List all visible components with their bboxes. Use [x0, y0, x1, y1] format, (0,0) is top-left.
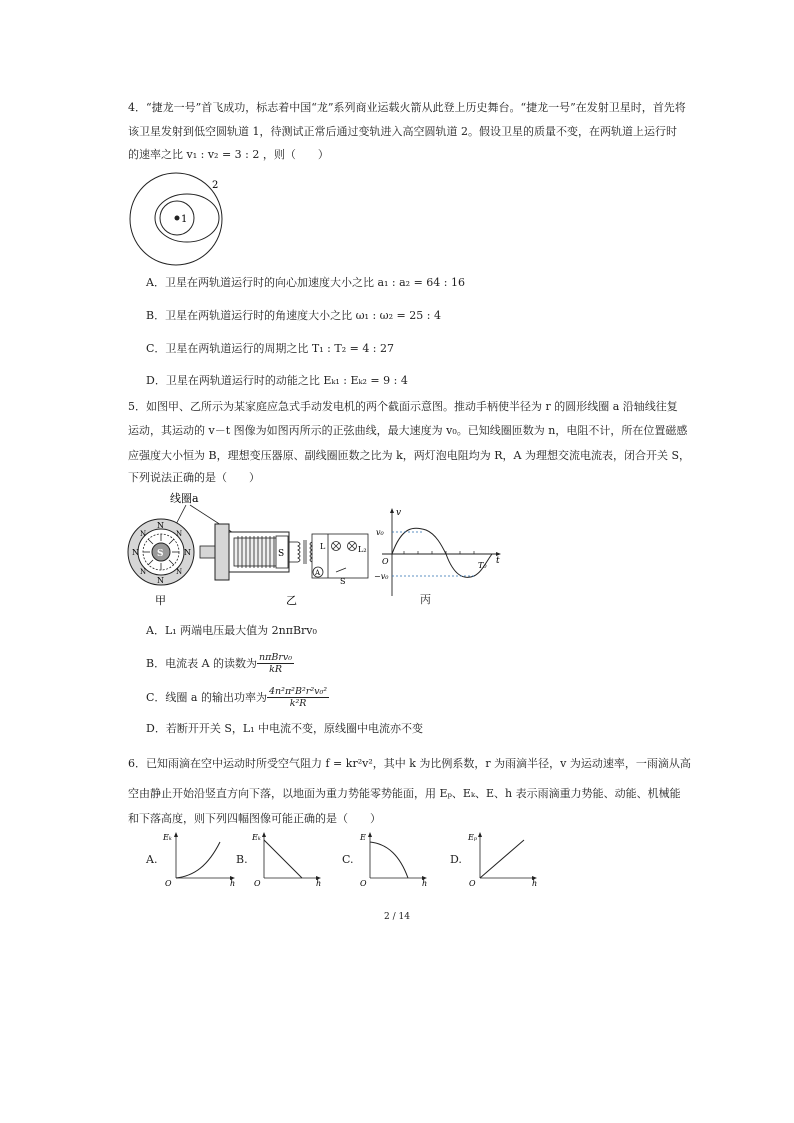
svg-text:h: h [422, 879, 428, 888]
svg-text:O: O [360, 879, 367, 888]
svg-text:O: O [469, 879, 476, 888]
svg-text:h: h [532, 879, 538, 888]
svg-text:N: N [176, 568, 183, 576]
q5-option-a: A．L₁ 两端电压最大值为 2nπBrv₀ [146, 624, 317, 637]
q6-graph-c-curve [370, 842, 408, 878]
q4-line-1: 4．“捷龙一号”首飞成功，标志着中国“龙”系列商业运载火箭从此登上历史舞台。“捷龙一号”在发射卫星时，首先将 [128, 101, 686, 114]
q4-option-d: D．卫星在两轨道运行时的动能之比 Eₖ₁ : Eₖ₂ = 9 : 4 [146, 374, 408, 387]
q5-line-1: 5．如图甲、乙所示为某家庭应急式手动发电机的两个截面示意图。推动手柄使半径为 r 的圆形线圈 a 沿轴线往复 [128, 400, 678, 413]
svg-text:L: L [320, 542, 326, 551]
svg-text:N: N [140, 568, 147, 576]
q5-option-b-fraction: $\frac{\text{nπBrv₀}}{kR}$ [259, 652, 293, 675]
earth-dot [175, 216, 180, 221]
svg-text:S: S [278, 549, 285, 559]
q6-choice-d-letter: D. [450, 853, 462, 866]
svg-text:N: N [157, 576, 164, 585]
generator-diagram [126, 490, 372, 610]
q4-line-3: 的速率之比 v₁ : v₂ = 3 : 2 ，则（ ） [128, 148, 329, 161]
fig-yi-label: 乙 [286, 594, 297, 607]
svg-text:v: v [396, 508, 402, 518]
orbit-1-label: 1 [181, 214, 188, 225]
q5-line-4: 下列说法正确的是（ ） [128, 471, 260, 484]
svg-text:O: O [165, 879, 172, 888]
fig-bing-label: 丙 [420, 593, 431, 606]
svg-text:h: h [230, 879, 236, 888]
svg-text:Eₚ: Eₚ [468, 833, 478, 842]
vt-graph [374, 506, 504, 610]
q4-line-2: 该卫星发射到低空圆轨道 1，待测试正常后通过变轨进入高空圆轨道 2。假设卫星的质量不变，在两轨道上运行时 [128, 125, 677, 138]
q6-choice-b-letter: B. [236, 853, 248, 866]
svg-text:N: N [140, 530, 147, 538]
svg-text:L₂: L₂ [358, 545, 367, 554]
svg-text:O: O [382, 557, 389, 566]
q5-line-2: 运动，其运动的 v－t 图像为如图丙所示的正弦曲线，最大速度为 v₀。已知线圈匝数为 n，电阻不计，所在位置磁感 [128, 424, 688, 437]
svg-text:S: S [340, 577, 346, 586]
q6-graph-b-line [264, 840, 302, 878]
page-number: 2 / 14 [384, 912, 410, 922]
svg-text:Eₖ: Eₖ [252, 833, 261, 842]
svg-text:A: A [315, 569, 321, 577]
orbit-2-label: 2 [212, 180, 219, 191]
q4-option-a: A．卫星在两轨道运行时的向心加速度大小之比 a₁ : a₂ = 64 : 16 [146, 276, 465, 289]
svg-text:E: E [360, 833, 366, 842]
q6-graph-d-line [480, 840, 524, 878]
q6-choice-a-letter: A. [146, 853, 158, 866]
q5-option-b: B．电流表 A 的读数为 $\frac{\text{nπBrv₀}}{kR}$ [146, 652, 293, 675]
q5-option-d: D．若断开开关 S，L₁ 中电流不变，原线圈中电流亦不变 [146, 722, 424, 735]
q6-graph-b [252, 830, 332, 888]
q6-graph-a-curve [176, 842, 220, 878]
q4-option-c: C．卫星在两轨道运行的周期之比 T₁ : T₂ = 4 : 27 [146, 342, 395, 355]
q6-choice-c-letter: C. [342, 853, 354, 866]
svg-text:h: h [316, 879, 322, 888]
svg-text:−v₀: −v₀ [374, 572, 389, 581]
svg-text:N: N [132, 548, 139, 557]
fig-jia-label: 甲 [155, 594, 166, 607]
generator-cross-section-jia [128, 519, 194, 585]
q5-option-c: C．线圈 a 的输出功率为 $\frac{\text{4n²π²B²r²v₀²}}{\text{k²R}}$ [146, 686, 328, 709]
svg-text:N: N [176, 530, 183, 538]
q6-graph-a [162, 830, 242, 888]
svg-text:O: O [254, 879, 261, 888]
q6-graph-d [466, 830, 546, 888]
generator-side-view-yi [200, 524, 368, 586]
svg-text:T₀: T₀ [478, 561, 487, 570]
q5-option-c-fraction: $\frac{\text{4n²π²B²r²v₀²}}{\text{k²R}}$ [268, 686, 328, 709]
orbit-diagram [124, 172, 234, 272]
q6-graph-c [358, 830, 438, 888]
q5-line-3: 应强度大小恒为 B，理想变压器原、副线圈匝数之比为 k，两灯泡电阻均为 R，A 为理想交流电流表，闭合开关 S， [128, 449, 690, 462]
q6-line-3: 和下落高度，则下列四幅图像可能正确的是（ ） [128, 812, 381, 825]
svg-text:Eₖ: Eₖ [163, 833, 172, 842]
q6-line-1: 6．已知雨滴在空中运动时所受空气阻力 f = kr²v²，其中 k 为比例系数，r 为雨滴半径，v 为运动速率，一雨滴从高 [128, 757, 691, 770]
coil-a-label: 线圈a [170, 492, 199, 505]
svg-text:N: N [184, 548, 191, 557]
svg-text:N: N [157, 521, 164, 530]
q6-line-2: 空由静止开始沿竖直方向下落，以地面为重力势能零势能面，用 Eₚ、Eₖ、E、h 表示雨滴重力势能、动能、机械能 [128, 787, 681, 800]
svg-text:t: t [496, 556, 500, 566]
svg-text:v₀: v₀ [376, 528, 384, 537]
q4-option-b: B．卫星在两轨道运行时的角速度大小之比 ω₁ : ω₂ = 25 : 4 [146, 309, 441, 322]
sine-curve [392, 528, 492, 577]
svg-text:S: S [157, 549, 164, 559]
